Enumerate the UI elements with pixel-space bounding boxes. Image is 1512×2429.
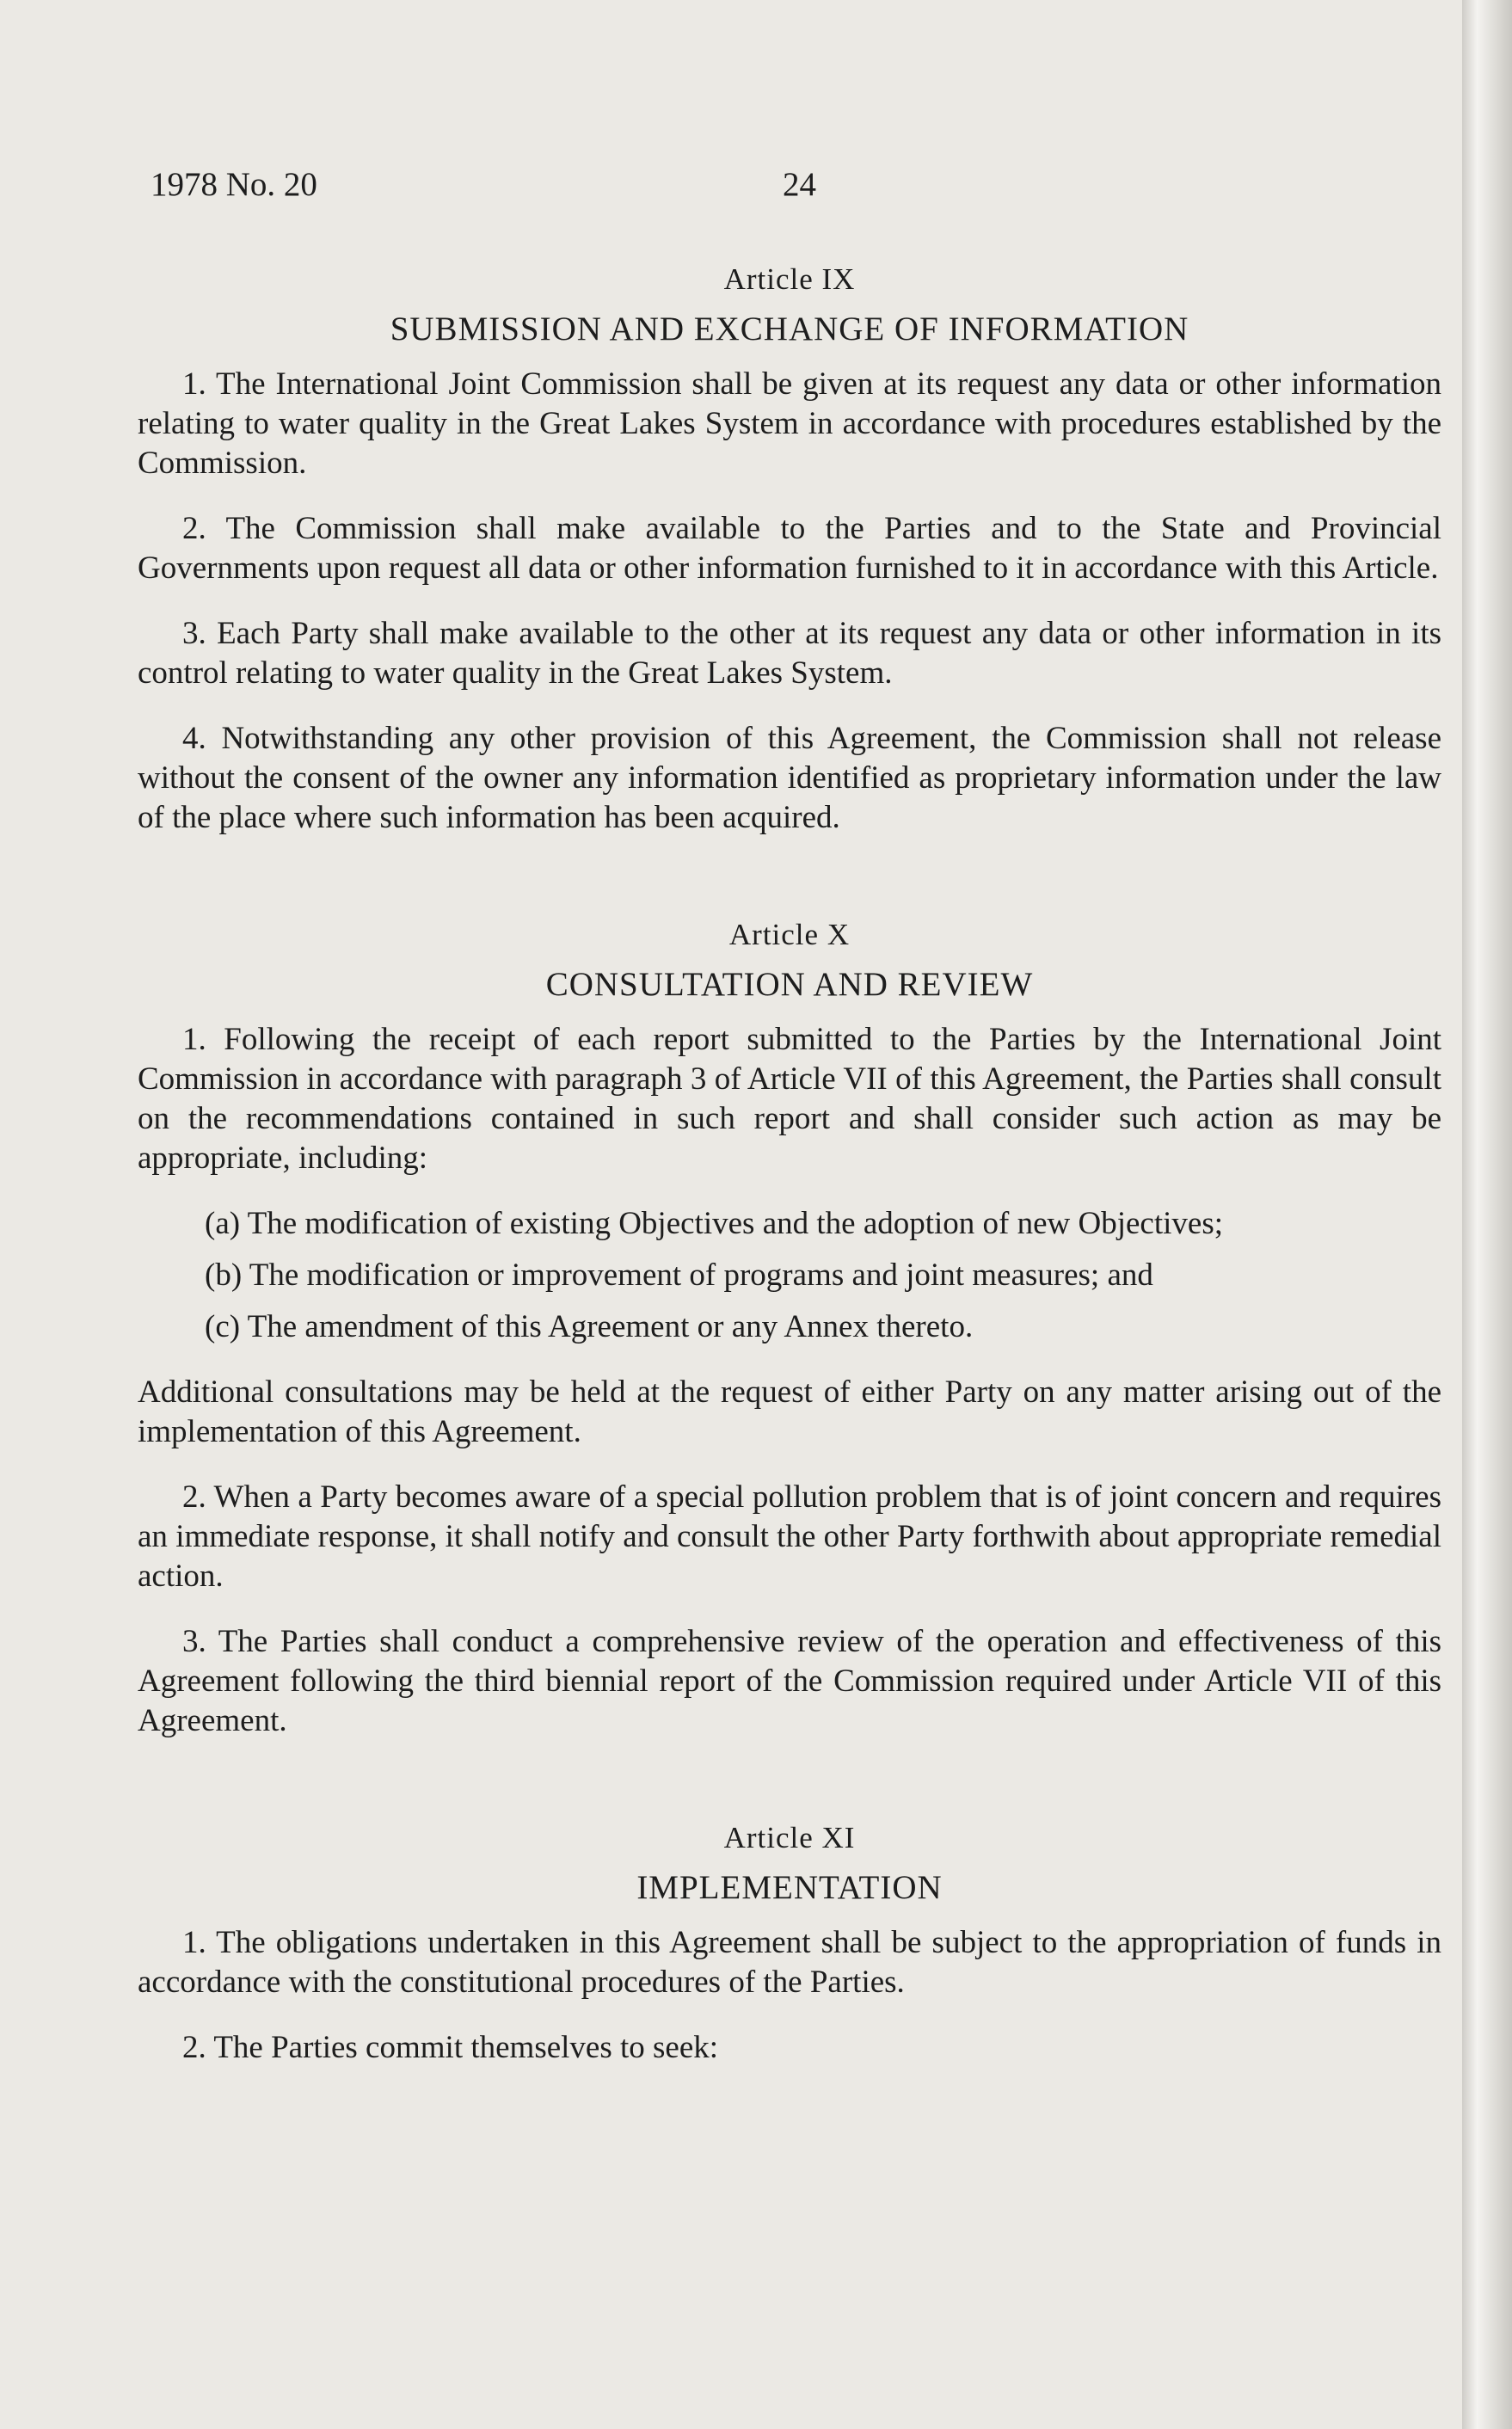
list-item: (a) The modification of existing Objectives and the adoption of new Objectives; (205, 1206, 1224, 1241)
article-label: Article XI (723, 1821, 856, 1854)
page-number: 24 (783, 166, 816, 203)
article-title: IMPLEMENTATION (636, 1869, 943, 1906)
paragraph: 1. Following the receipt of each report submitted to the Parties by the International Joint Commission in accordance with paragraph 3 of Article VII of this Agreement, the Parties shall consult on the recommendations contained in such report and shall consider such action as may be appropriate, including: (138, 1022, 1441, 1176)
paragraph: 3. The Parties shall conduct a comprehensive review of the operation and effectiveness of this Agreement following the third biennial report of the Commission required under Article VII of this Agreement. (138, 1624, 1441, 1738)
paragraph: 2. When a Party becomes aware of a special pollution problem that is of joint concern and requires an immediate response, it shall notify and consult the other Party forthwith about appropriate remedial action. (138, 1479, 1441, 1594)
article-title: SUBMISSION AND EXCHANGE OF INFORMATION (390, 311, 1189, 347)
paragraph: 3. Each Party shall make available to the other at its request any data or other information in its control relating to water quality in the Great Lakes System. (138, 616, 1441, 691)
article-xi (138, 1817, 1441, 2068)
article-ix (138, 258, 1441, 838)
article-title: CONSULTATION AND REVIEW (545, 966, 1034, 1003)
paragraph-continuation: Additional consultations may be held at the request of either Party on any matter arising out of the implementation of this Agreement. (138, 1374, 1441, 1449)
paragraph: 4. Notwithstanding any other provision of this Agreement, the Commission shall not release without the consent of the owner any information identified as proprietary information under the law of the place where such information has been acquired. (138, 721, 1441, 835)
list-item: (c) The amendment of this Agreement or any Annex thereto. (205, 1309, 974, 1344)
paragraph: 1. The International Joint Commission shall be given at its request any data or other information relating to water quality in the Great Lakes System in accordance with procedures established by the Commission. (138, 366, 1441, 481)
article-label: Article X (728, 918, 851, 951)
paragraph: 2. The Parties commit themselves to seek: (182, 2030, 719, 2065)
paragraph: 1. The obligations undertaken in this Agreement shall be subject to the appropriation of funds in accordance with the constitutional procedures of the Parties. (138, 1925, 1441, 2000)
year-number: 1978 No. 20 (151, 166, 317, 203)
paragraph: 2. The Commission shall make available to the Parties and to the State and Provincial Governments upon request all data or other information furnished to it in accordance with this Article. (138, 511, 1441, 586)
article-label: Article IX (723, 262, 856, 296)
article-x (138, 913, 1441, 1741)
document-body (138, 258, 1441, 2094)
list-item: (b) The modification or improvement of programs and joint measures; and (205, 1258, 1153, 1293)
page-edge (1462, 0, 1512, 2429)
